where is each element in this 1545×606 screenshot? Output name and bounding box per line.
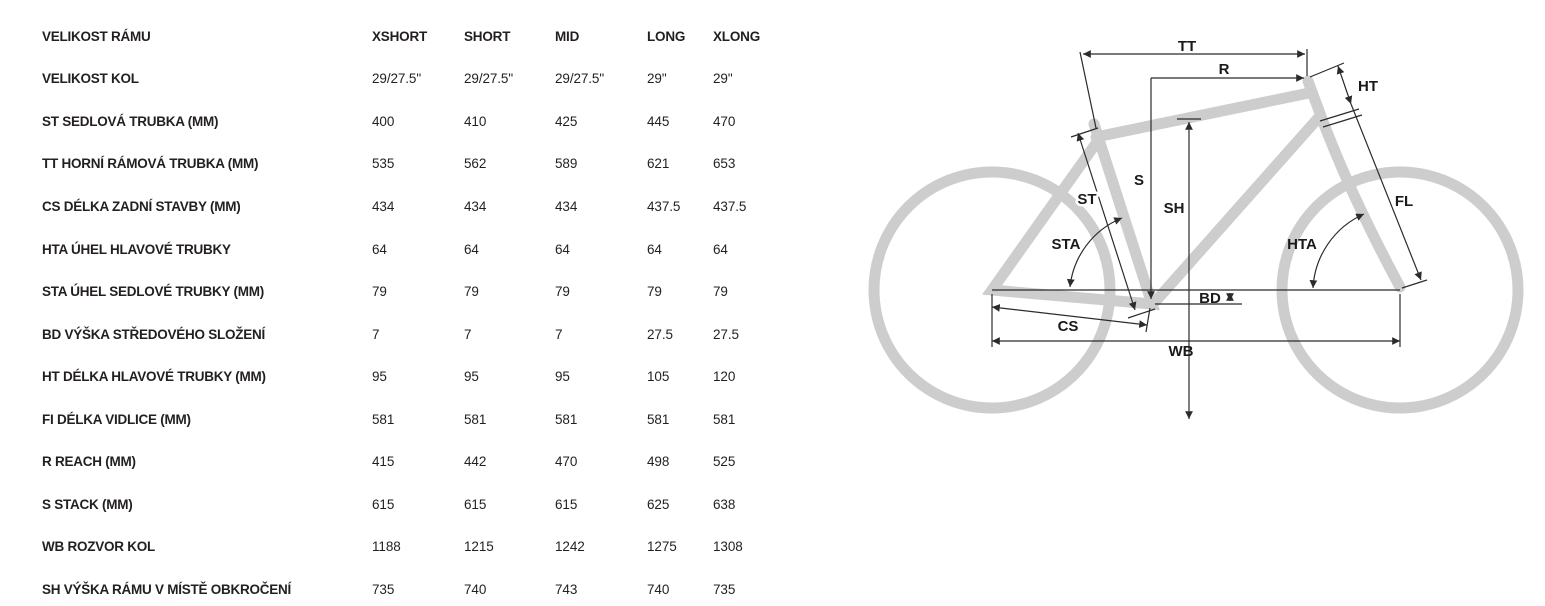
- cell-value: 79: [713, 284, 728, 300]
- dim-label-bd: BD: [1199, 290, 1221, 307]
- tick-st-bottom: [1128, 309, 1155, 318]
- cell-value: 79: [372, 284, 387, 300]
- column-header-short: SHORT: [464, 28, 511, 44]
- cell-value: 621: [647, 156, 670, 172]
- dim-ht: [1338, 66, 1351, 104]
- column-header-long: LONG: [647, 28, 686, 44]
- column-header-xshort: XSHORT: [372, 28, 428, 44]
- dim-label-st: ST: [1077, 191, 1097, 208]
- row-label: FI DÉLKA VIDLICE (MM): [42, 411, 191, 427]
- row-label: HT DÉLKA HLAVOVÉ TRUBKY (MM): [42, 369, 266, 385]
- cell-value: 425: [555, 113, 578, 129]
- cell-value: 589: [555, 156, 578, 172]
- row-label: HTA ÚHEL HLAVOVÉ TRUBKY: [42, 241, 231, 257]
- dim-label-ht: HT: [1358, 78, 1378, 95]
- table-header-label: VELIKOST RÁMU: [42, 28, 151, 44]
- cell-value: 743: [555, 581, 578, 597]
- cell-value: 64: [713, 241, 728, 257]
- cell-value: 442: [464, 454, 487, 470]
- row-label: VELIKOST KOL: [42, 71, 139, 87]
- cell-value: 95: [372, 369, 387, 385]
- cell-value: 64: [464, 241, 479, 257]
- dim-label-s: S: [1133, 172, 1145, 189]
- cell-value: 434: [555, 198, 578, 214]
- cell-value: 581: [464, 411, 487, 427]
- cell-value: 615: [555, 496, 578, 512]
- cell-value: 525: [713, 454, 736, 470]
- row-label: R REACH (MM): [42, 454, 136, 470]
- cell-value: 29/27.5": [372, 71, 422, 87]
- cell-value: 7: [555, 326, 563, 342]
- cell-value: 29": [647, 71, 667, 87]
- cell-value: 1275: [647, 539, 677, 555]
- cell-value: 535: [372, 156, 395, 172]
- column-header-xlong: XLONG: [713, 28, 761, 44]
- cell-value: 64: [372, 241, 387, 257]
- frame-top-tube: [1096, 93, 1309, 137]
- cell-value: 653: [713, 156, 736, 172]
- cell-value: 445: [647, 113, 670, 129]
- cell-value: 498: [647, 454, 670, 470]
- dim-label-wb: WB: [1168, 343, 1194, 360]
- dim-label-fl: FL: [1394, 193, 1414, 210]
- row-label: TT HORNÍ RÁMOVÁ TRUBKA (MM): [42, 156, 259, 172]
- cell-value: 29/27.5": [464, 71, 514, 87]
- row-label: CS DÉLKA ZADNÍ STAVBY (MM): [42, 198, 241, 214]
- cell-value: 581: [713, 411, 736, 427]
- cell-value: 581: [372, 411, 395, 427]
- column-header-mid: MID: [555, 28, 580, 44]
- row-label: STA ÚHEL SEDLOVÉ TRUBKY (MM): [42, 284, 265, 300]
- cell-value: 29/27.5": [555, 71, 605, 87]
- cell-value: 79: [647, 284, 662, 300]
- dim-label-hta: HTA: [1287, 236, 1317, 253]
- cell-value: 615: [464, 496, 487, 512]
- cell-value: 1215: [464, 539, 494, 555]
- cell-value: 740: [647, 581, 670, 597]
- cell-value: 437.5: [713, 198, 747, 214]
- row-label: WB ROZVOR KOL: [42, 539, 155, 555]
- cell-value: 638: [713, 496, 736, 512]
- cell-value: 105: [647, 369, 670, 385]
- cell-value: 1188: [372, 539, 401, 555]
- cell-value: 735: [372, 581, 395, 597]
- bike-illustration: [874, 81, 1518, 408]
- ext-seat-axis: [1080, 52, 1096, 128]
- row-label: S STACK (MM): [42, 496, 133, 512]
- cell-value: 27.5: [713, 326, 739, 342]
- cell-value: 470: [555, 454, 578, 470]
- dim-label-tt: TT: [1177, 38, 1197, 55]
- cell-value: 1242: [555, 539, 585, 555]
- cell-value: 437.5: [647, 198, 681, 214]
- cell-value: 415: [372, 454, 395, 470]
- cell-value: 735: [713, 581, 736, 597]
- cell-value: 581: [647, 411, 670, 427]
- cell-value: 29": [713, 71, 733, 87]
- dim-label-r: R: [1218, 61, 1230, 78]
- cell-value: 410: [464, 113, 487, 129]
- dim-label-sta: STA: [1051, 236, 1081, 253]
- cell-value: 581: [555, 411, 578, 427]
- cell-value: 625: [647, 496, 670, 512]
- cell-value: 95: [464, 369, 479, 385]
- cell-value: 740: [464, 581, 487, 597]
- cell-value: 7: [372, 326, 380, 342]
- cell-value: 434: [372, 198, 395, 214]
- cell-value: 470: [713, 113, 736, 129]
- row-label: SH VÝŠKA RÁMU V MÍSTĚ OBKROČENÍ: [42, 581, 292, 597]
- cell-value: 95: [555, 369, 570, 385]
- dim-label-cs: CS: [1057, 318, 1079, 335]
- row-label: BD VÝŠKA STŘEDOVÉHO SLOŽENÍ: [42, 326, 266, 342]
- cell-value: 615: [372, 496, 395, 512]
- dim-hta-arc: [1313, 214, 1364, 288]
- cell-value: 79: [464, 284, 479, 300]
- cell-value: 400: [372, 113, 395, 129]
- dim-label-sh: SH: [1163, 200, 1185, 217]
- frame-fork: [1322, 119, 1400, 287]
- cell-value: 562: [464, 156, 487, 172]
- cell-value: 79: [555, 284, 570, 300]
- cell-value: 434: [464, 198, 487, 214]
- cell-value: 120: [713, 369, 736, 385]
- cell-value: 1308: [713, 539, 743, 555]
- cell-value: 27.5: [647, 326, 673, 342]
- cell-value: 7: [464, 326, 472, 342]
- cell-value: 64: [647, 241, 662, 257]
- cell-value: 64: [555, 241, 570, 257]
- row-label: ST SEDLOVÁ TRUBKA (MM): [42, 113, 219, 129]
- ext-front-axle-perp: [1402, 280, 1427, 288]
